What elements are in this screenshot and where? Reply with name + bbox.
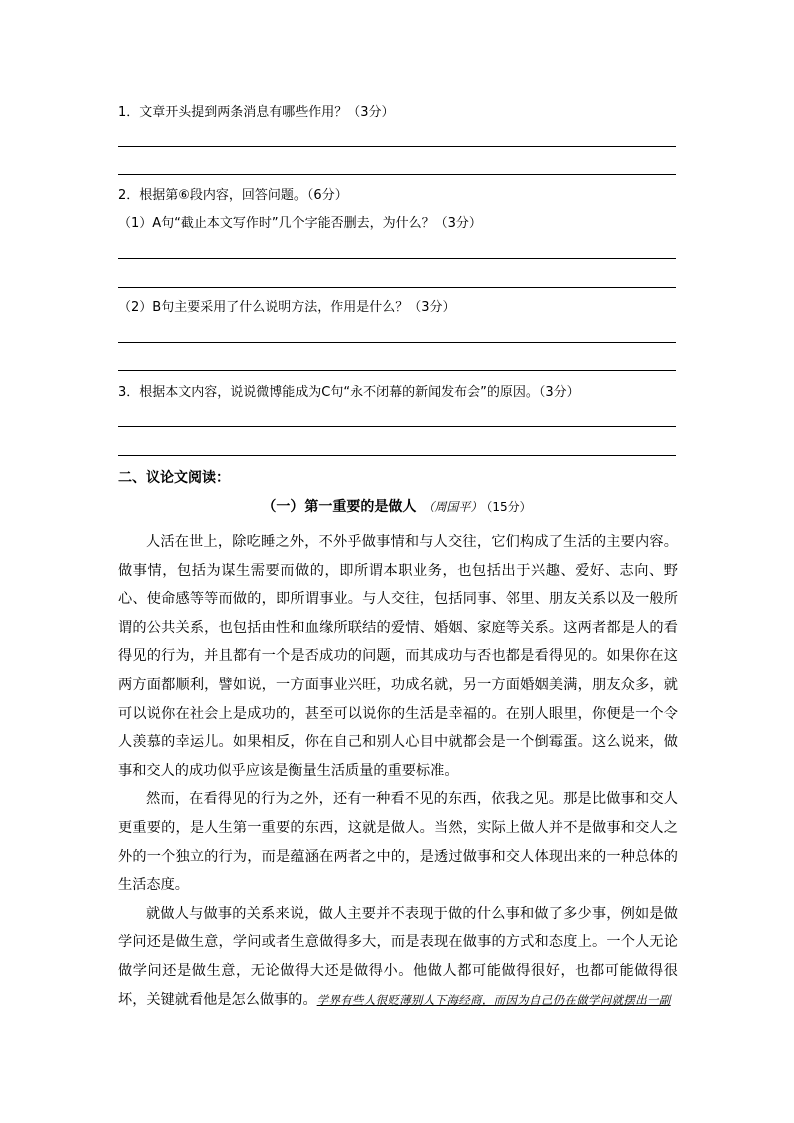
question-3: 3．根据本文内容，说说微博能成为C句“永不闭幕的新闻发布会”的原因。（3分） (118, 385, 580, 400)
paragraph-2: 然而，在看得见的行为之外，还有一种看不见的东西，依我之见。那是比做事和交人更重要的，是人生第一重要的东西，这就是做人。当然，实际上做人并不是做事和交人之外的一个独立的行为，而是蕴涵在两者之中的，是透过做事和交人体现出来的一种总体的生活态度。 (118, 791, 678, 894)
answer-line (118, 146, 676, 147)
question-1: 1．文章开头提到两条消息有哪些作用？（3分） (118, 105, 395, 120)
section-heading: 二、议论文阅读： (118, 470, 230, 486)
article-body (118, 528, 678, 1014)
paragraph-3 (118, 900, 678, 1014)
answer-line (118, 370, 676, 371)
article-title: （一）第一重要的是做人 (262, 499, 417, 515)
article-score: （15分） (486, 500, 532, 514)
paragraph-3-text: 就做人与做事的关系来说，做人主要并不表现于做的什么事和做了多少事，例如是做学问还是做生意，学问或者生意做得多大，而是表现在做事的方式和态度上。一个人无论做学问还是做生意，无论做得大还是做得小。他做人都可能做得很好，也都可能做得很坏，关键就看他是怎么做事的。 (118, 905, 678, 1008)
answer-line (118, 455, 676, 456)
question-2: 2．根据第⑥段内容，回答问题。（6分） (118, 188, 348, 203)
answer-line (118, 287, 676, 288)
article-title-line (0, 496, 794, 516)
question-2-2: （2）B句主要采用了什么说明方法，作用是什么？（3分） (118, 300, 456, 315)
answer-line (118, 258, 676, 259)
answer-line (118, 174, 676, 175)
article-author: （周国平） (422, 500, 483, 514)
answer-line (118, 342, 676, 343)
paragraph-1: 人活在世上，除吃睡之外，不外乎做事情和与人交往，它们构成了生活的主要内容。做事情，包括为谋生需要而做的，即所谓本职业务，也包括出于兴趣、爱好、志向、野心、使命感等等而做的，即所谓事业。与人交往，包括同事、邻里、朋友关系以及一般所谓的公共关系，也包括由性和血缘所联结的爱情、婚姻、家庭等关系。这两者都是人的看得见的行为，并且都有一个是否成功的问题，而其成功与否也都是看得见的。如果你在这两方面都顺利，譬如说，一方面事业兴旺，功成名就，另一方面婚姻美满，朋友众多，就可以说你在社会上是成功的，甚至可以说你的生活是幸福的。在别人眼里，你便是一个令人羡慕的幸运儿。如果相反，你在自己和别人心目中就都会是一个倒霉蛋。这么说来，做事和交人的成功似乎应该是衡量生活质量的重要标准。 (118, 534, 678, 779)
answer-line (118, 426, 676, 427)
question-2-1: （1）A句“截止本文写作时”几个字能否删去，为什么？（3分） (118, 216, 482, 231)
underlined-sentence: 学界有些人很贬薄别人下海经商，而因为自己仍在做学问就摆出一副 (316, 992, 671, 1007)
